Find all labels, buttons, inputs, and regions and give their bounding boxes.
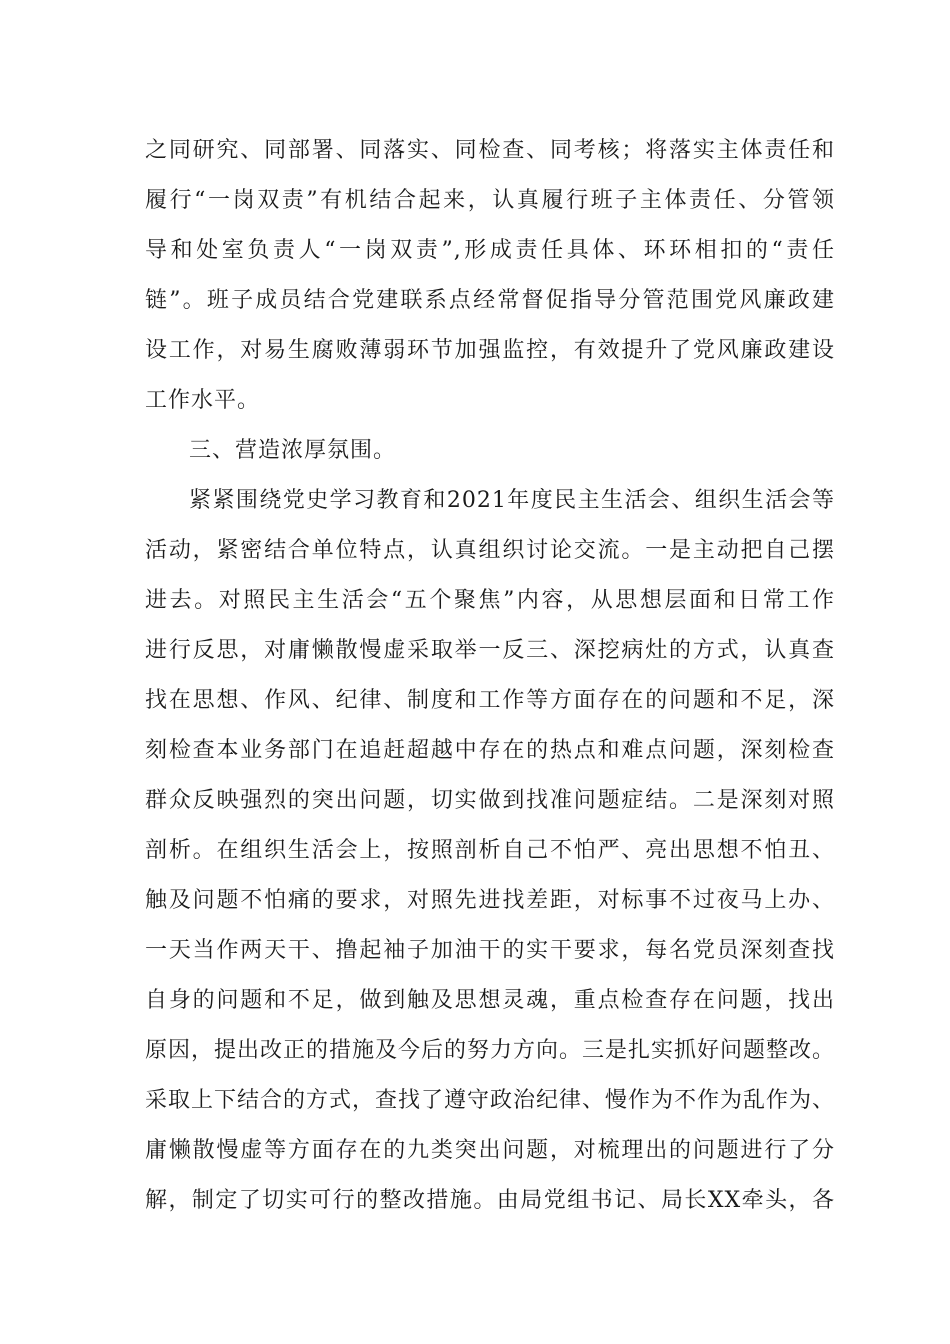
text-line: 活动，紧密结合单位特点，认真组织讨论交流。一是主动把自己摆 [145,538,835,563]
text-line: 履行“一岗双责”有机结合起来，认真履行班子主体责任、分管领 [145,188,835,213]
text-line: 刻检查本业务部门在追赶超越中存在的热点和难点问题，深刻检查 [145,738,835,763]
text-line: 之同研究、同部署、同落实、同检查、同考核；将落实主体责任和 [145,138,835,163]
text-line: 找在思想、作风、纪律、制度和工作等方面存在的问题和不足，深 [145,688,835,713]
text-line: 原因，提出改正的措施及今后的努力方向。三是扎实抓好问题整改。 [145,1038,836,1063]
text-line: 设工作，对易生腐败薄弱环节加强监控，有效提升了党风廉政建设 [145,338,835,363]
text-line: 工作水平。 [145,388,261,413]
text-line: 庸懒散慢虚等方面存在的九类突出问题，对梳理出的问题进行了分 [145,1138,835,1163]
section-heading: 三、营造浓厚氛围。 [189,438,397,463]
text-line: 一天当作两天干、撸起袖子加油干的实干要求，每名党员深刻查找 [145,938,835,963]
text-line: 群众反映强烈的突出问题，切实做到找准问题症结。二是深刻对照 [145,788,835,813]
text-line: 触及问题不怕痛的要求，对照先进找差距，对标事不过夜马上办、 [145,888,835,913]
text-line: 紧紧围绕党史学习教育和2021年度民主生活会、组织生活会等 [189,488,835,513]
text-line: 导和处室负责人“一岗双责”,形成责任具体、环环相扣的“责任 [145,238,835,263]
text-line: 采取上下结合的方式，查找了遵守政治纪律、慢作为不作为乱作为、 [145,1088,836,1113]
text-line: 自身的问题和不足，做到触及思想灵魂，重点检查存在问题，找出 [145,988,835,1013]
text-line: 剖析。在组织生活会上，按照剖析自己不怕严、亮出思想不怕丑、 [145,838,835,863]
text-line: 进去。对照民主生活会“五个聚焦”内容，从思想层面和日常工作 [145,588,835,613]
text-line: 链”。班子成员结合党建联系点经常督促指导分管范围党风廉政建 [145,288,835,313]
text-line: 解，制定了切实可行的整改措施。由局党组书记、局长XX牵头，各 [145,1188,835,1213]
text-line: 进行反思，对庸懒散慢虚采取举一反三、深挖病灶的方式，认真查 [145,638,835,663]
